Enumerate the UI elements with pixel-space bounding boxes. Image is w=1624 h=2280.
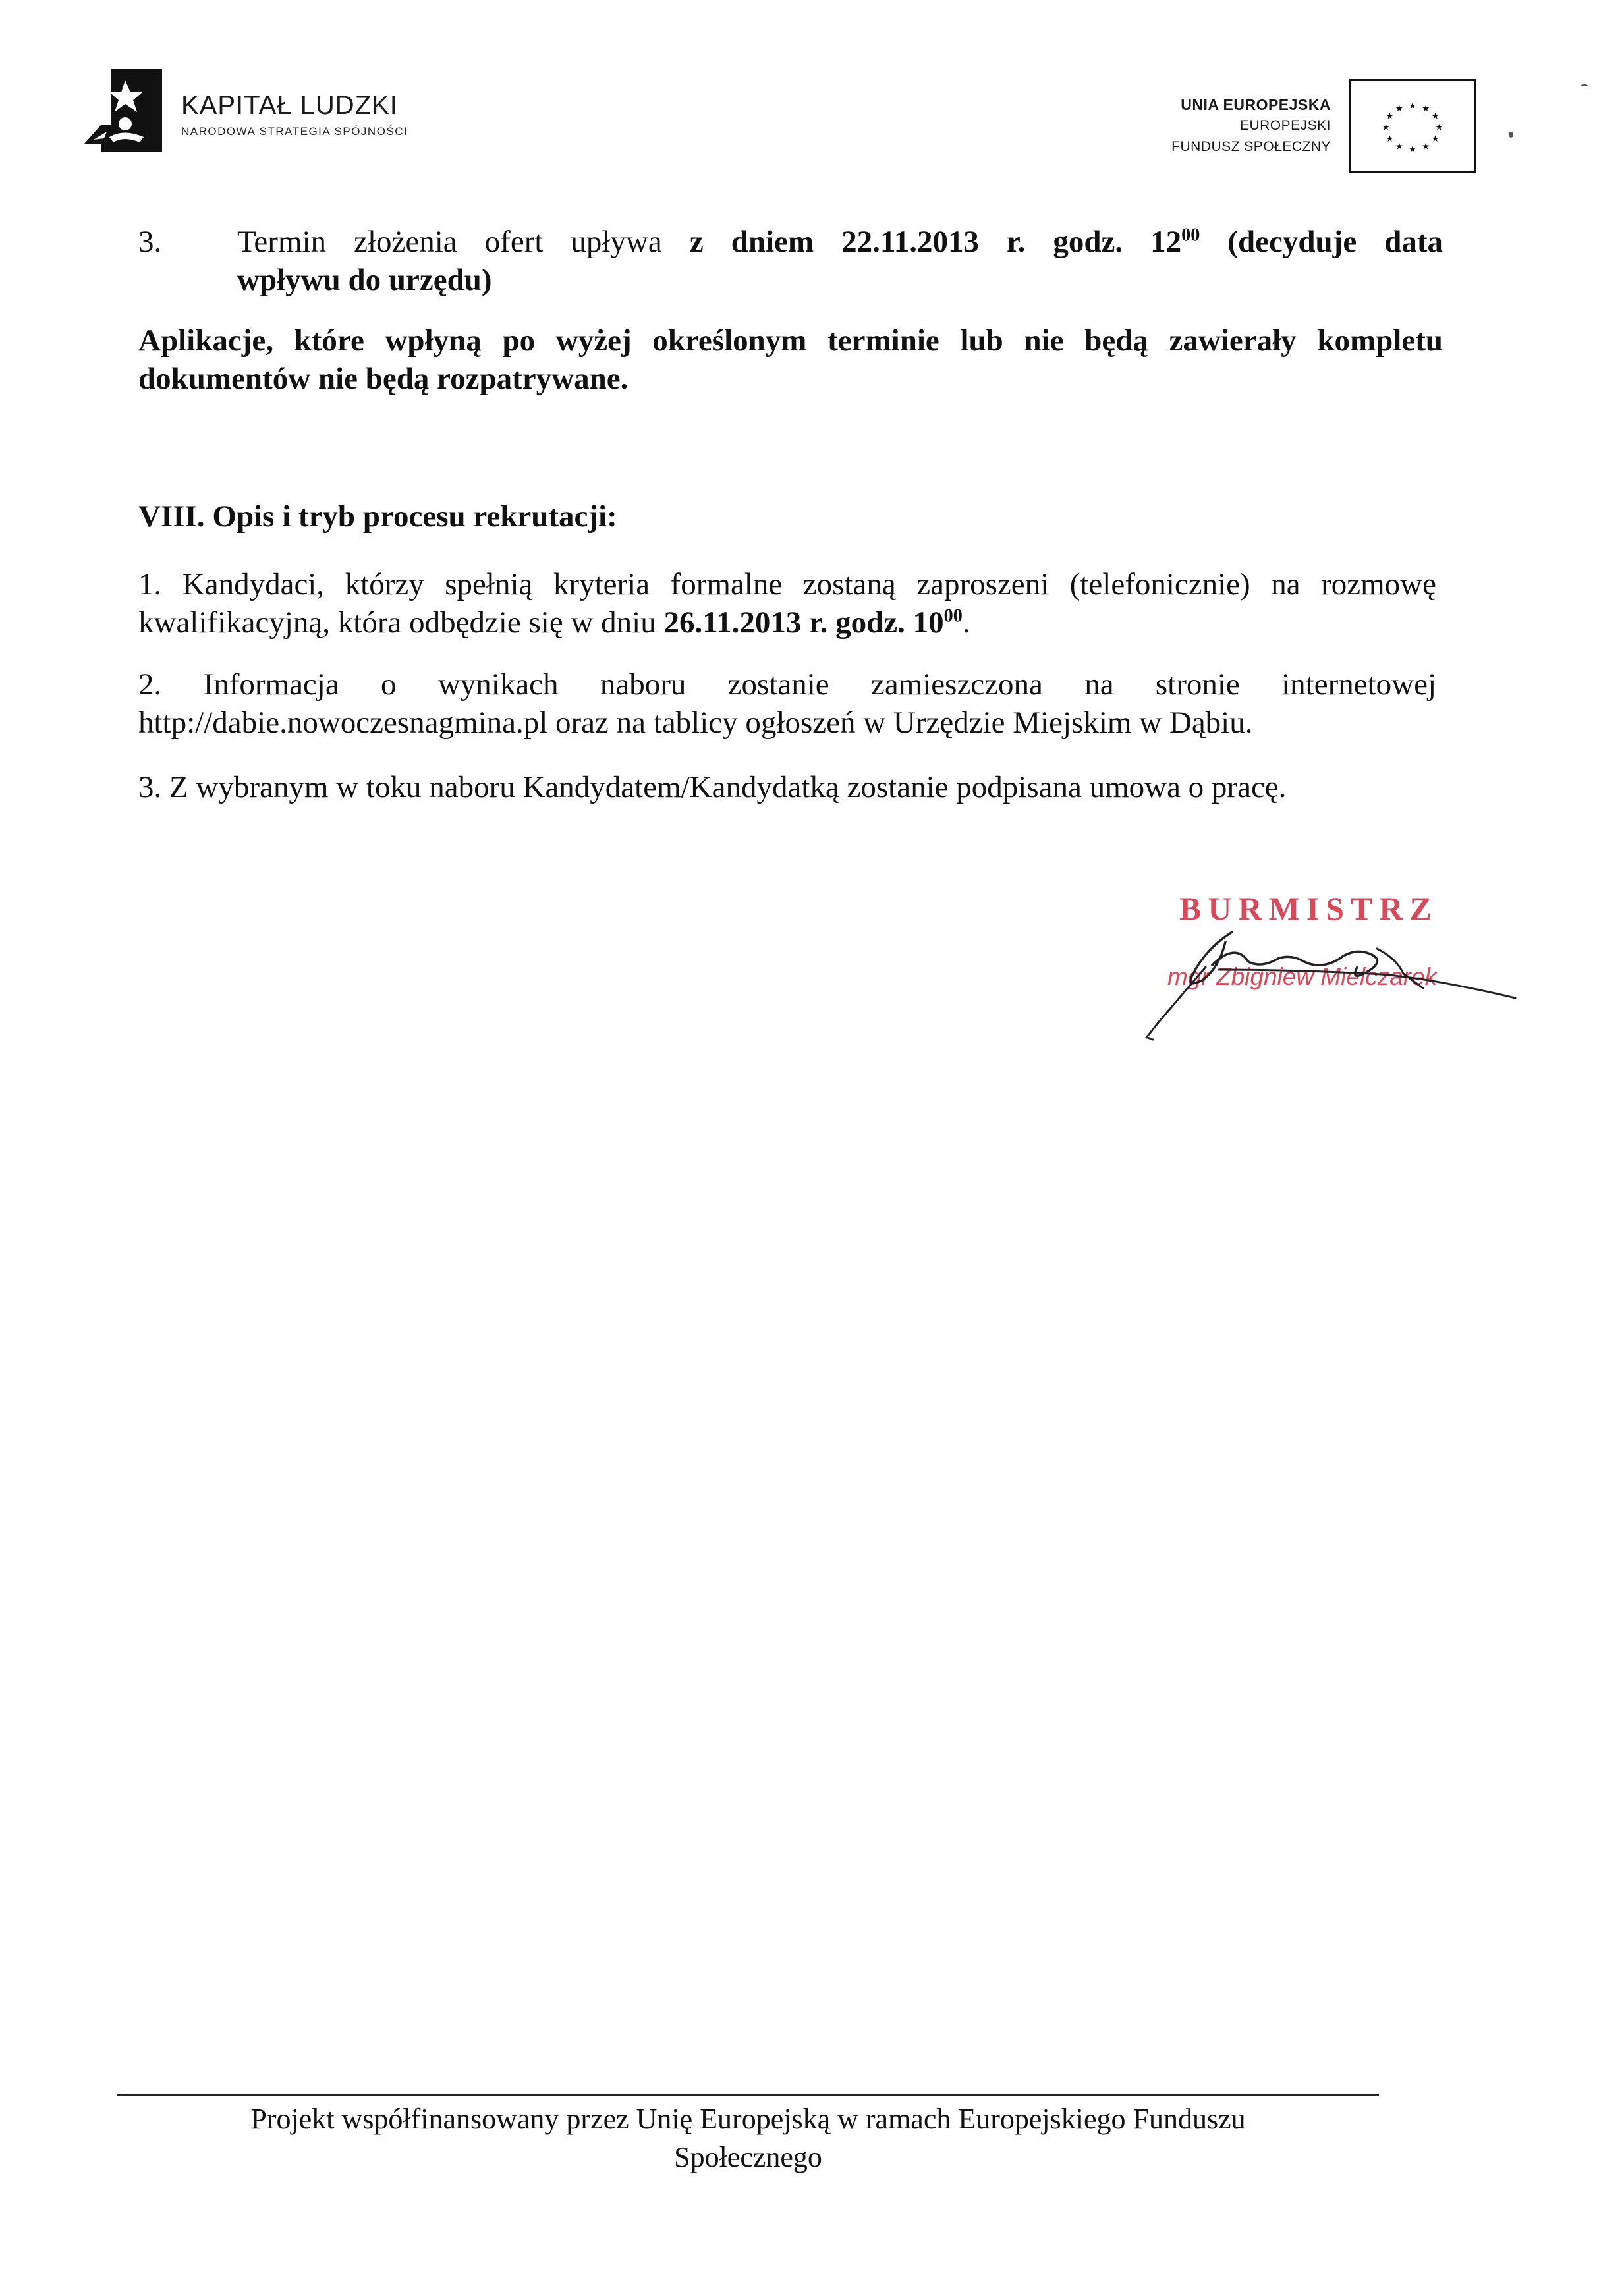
kapital-ludzki-title: KAPITAŁ LUDZKI bbox=[181, 91, 398, 120]
deadline-note-b: wpływu do urzędu) bbox=[237, 263, 492, 297]
svg-text:★: ★ bbox=[1395, 103, 1403, 114]
section-heading: VIII. Opis i tryb procesu rekrutacji: bbox=[138, 499, 617, 534]
recruitment-item-1 bbox=[138, 565, 1436, 642]
scan-speck bbox=[1509, 132, 1513, 138]
svg-text:★: ★ bbox=[1422, 103, 1430, 114]
handwritten-signature bbox=[1094, 896, 1522, 1047]
item1-line2-text: kwalifikacyjną, która odbędzie się w dniu bbox=[138, 605, 664, 640]
deadline-paragraph bbox=[237, 223, 1443, 299]
kapital-ludzki-wordmark bbox=[181, 91, 408, 138]
deadline-time-sup: 00 bbox=[1181, 225, 1200, 246]
warning-line2: dokumentów nie będą rozpatrywane. bbox=[138, 362, 629, 396]
eu-label-line1: UNIA EUROPEJSKA bbox=[1181, 96, 1331, 113]
stamp-title: BURMISTRZ bbox=[1179, 890, 1438, 927]
warning-line1: Aplikacje, które wpłyną po wyżej określonym terminie lub nie będą zawierały kompletu bbox=[138, 323, 1443, 358]
interview-datetime-sup: 00 bbox=[943, 605, 963, 626]
eu-flag-icon bbox=[1349, 79, 1476, 173]
eu-label-line2: EUROPEJSKI bbox=[1239, 118, 1331, 133]
svg-text:★: ★ bbox=[1435, 123, 1443, 133]
deadline-line1 bbox=[237, 223, 1443, 261]
svg-text:★: ★ bbox=[1382, 123, 1390, 133]
deadline-time-label: godz. 12 bbox=[1053, 225, 1182, 259]
footer bbox=[117, 2100, 1379, 2177]
svg-text:★: ★ bbox=[1395, 142, 1403, 152]
item1-line2-end: . bbox=[962, 605, 970, 640]
deadline-warning bbox=[138, 321, 1443, 398]
item-number: 3. bbox=[138, 225, 162, 259]
item1-line2 bbox=[138, 603, 1436, 642]
deadline-time bbox=[1053, 225, 1200, 259]
svg-text:★: ★ bbox=[1386, 111, 1394, 122]
item2-line2: http://dabie.nowoczesnagmina.pl oraz na tablicy ogłoszeń w Urzędzie Miejskim w Dąbiu. bbox=[138, 706, 1253, 740]
item1-line1: 1. Kandydaci, którzy spełnią kryteria formalne zostaną zaproszeni (telefonicznie) na rozmowę bbox=[138, 567, 1436, 601]
stamp-name: mgr Zbigniew Mielczarek bbox=[1167, 963, 1438, 990]
kapital-ludzki-subtitle: NARODOWA STRATEGIA SPÓJNOŚCI bbox=[181, 125, 408, 138]
svg-text:★: ★ bbox=[1408, 101, 1417, 112]
scan-speck bbox=[1581, 84, 1588, 86]
recruitment-item-2 bbox=[138, 665, 1436, 742]
deadline-note-a: (decyduje data bbox=[1227, 225, 1443, 259]
footer-line2: Społecznego bbox=[674, 2141, 822, 2173]
recruitment-item-3: 3. Z wybranym w toku naboru Kandydatem/Kandydatką zostanie podpisana umowa o pracę. bbox=[138, 770, 1287, 804]
deadline-text: Termin złożenia ofert upływa bbox=[237, 225, 690, 259]
footer-line1: Projekt współfinansowany przez Unię Europejską w ramach Europejskiego Funduszu bbox=[250, 2103, 1246, 2135]
item2-line1: 2. Informacja o wynikach naboru zostanie zamieszczona na stronie internetowej bbox=[138, 667, 1436, 702]
svg-text:★: ★ bbox=[1431, 134, 1440, 144]
svg-text:★: ★ bbox=[1408, 144, 1417, 155]
kapital-ludzki-logo bbox=[84, 66, 162, 155]
svg-text:★: ★ bbox=[1386, 134, 1394, 144]
interview-datetime-label: 26.11.2013 r. godz. 10 bbox=[663, 605, 944, 640]
eu-label-line3: FUNDUSZ SPOŁECZNY bbox=[1171, 139, 1331, 154]
svg-text:★: ★ bbox=[1431, 111, 1440, 122]
eu-label bbox=[1080, 94, 1331, 157]
deadline-date: z dniem 22.11.2013 r. bbox=[689, 225, 1026, 259]
svg-text:★: ★ bbox=[1422, 142, 1430, 152]
interview-datetime bbox=[663, 605, 962, 640]
footer-divider bbox=[117, 2094, 1379, 2096]
